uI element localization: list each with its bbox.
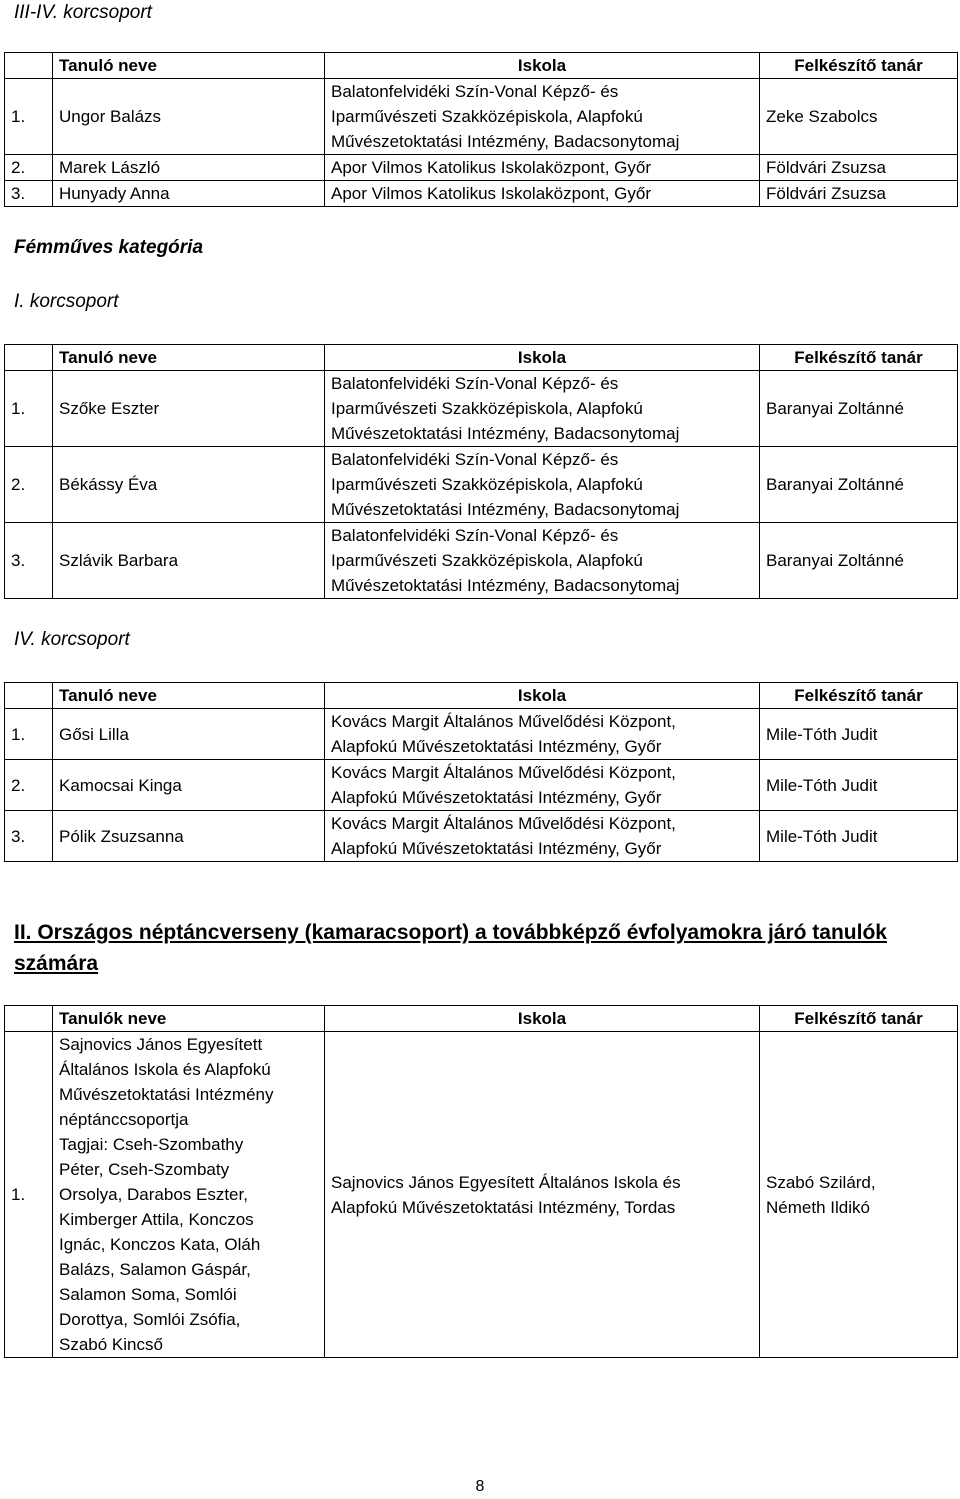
results-table-group-1 xyxy=(4,344,958,599)
table-row xyxy=(5,523,958,599)
row-number: 1. xyxy=(5,371,53,447)
student-name: Ungor Balázs xyxy=(53,79,325,155)
results-table-folk-dance xyxy=(4,1005,958,1358)
header-name: Tanuló neve xyxy=(53,53,325,79)
table-row xyxy=(5,181,958,207)
header-teacher: Felkészítő tanár xyxy=(760,683,958,709)
header-school: Iskola xyxy=(325,683,760,709)
results-table-group-3-4 xyxy=(4,52,958,207)
row-number: 3. xyxy=(5,523,53,599)
school-name: Apor Vilmos Katolikus Iskolaközpont, Győr xyxy=(325,181,760,207)
student-name: Marek László xyxy=(53,155,325,181)
header-school: Iskola xyxy=(325,53,760,79)
school-name: Apor Vilmos Katolikus Iskolaközpont, Győr xyxy=(325,155,760,181)
header-school: Iskola xyxy=(325,1006,760,1032)
teacher-name: Zeke Szabolcs xyxy=(760,79,958,155)
table-header-row xyxy=(5,683,958,709)
header-name: Tanuló neve xyxy=(53,345,325,371)
teacher-name: Baranyai Zoltánné xyxy=(760,371,958,447)
results-table-group-4 xyxy=(4,682,958,862)
table-row xyxy=(5,155,958,181)
student-name: Pólik Zsuzsanna xyxy=(53,811,325,862)
table-header-row xyxy=(5,345,958,371)
table-row xyxy=(5,1032,958,1358)
teacher-name: Földvári Zsuzsa xyxy=(760,181,958,207)
table-header-row xyxy=(5,1006,958,1032)
row-number: 2. xyxy=(5,760,53,811)
table-row xyxy=(5,447,958,523)
heading-age-group-1: I. korcsoport xyxy=(14,291,119,312)
header-teacher: Felkészítő tanár xyxy=(760,53,958,79)
teacher-name: Földvári Zsuzsa xyxy=(760,155,958,181)
row-number: 1. xyxy=(5,709,53,760)
header-name: Tanuló neve xyxy=(53,683,325,709)
teacher-name: Mile-Tóth Judit xyxy=(760,709,958,760)
school-name: Sajnovics János Egyesített Általános Iskola és Alapfokú Művészetoktatási Intézmény, Tordas xyxy=(325,1032,760,1358)
student-name: Békássy Éva xyxy=(53,447,325,523)
category-heading: Fémműves kategória xyxy=(14,237,204,258)
row-number: 3. xyxy=(5,181,53,207)
student-name: Gősi Lilla xyxy=(53,709,325,760)
section-title-folk-dance: II. Országos néptáncverseny (kamaracsoport) a továbbképző évfolyamokra járó tanulók számára xyxy=(14,921,887,975)
table-row xyxy=(5,760,958,811)
school-name: Kovács Margit Általános Művelődési Központ, Alapfokú Művészetoktatási Intézmény, Győr xyxy=(325,709,760,760)
school-name: Balatonfelvidéki Szín-Vonal Képző- és Iparművészeti Szakközépiskola, Alapfokú Művészetoktatási Intézmény, Badacsonytomaj xyxy=(325,523,760,599)
row-number: 1. xyxy=(5,79,53,155)
table-header-row xyxy=(5,53,958,79)
header-school: Iskola xyxy=(325,345,760,371)
group-members: Sajnovics János Egyesített Általános Iskola és Alapfokú Művészetoktatási Intézmény néptánccsoportja Tagjai: Cseh-Szombathy Péter, Cseh-Szombaty Orsolya, Darabos Eszter, Kimberger Attila, Konczos Ignác, Konczos Kata, Oláh Balázs, Salamon Gáspár, Salamon Soma, Somlói Dorottya, Somlói Zsófia, Szabó Kincső xyxy=(53,1032,325,1358)
header-teacher: Felkészítő tanár xyxy=(760,345,958,371)
row-number: 1. xyxy=(5,1032,53,1358)
heading-age-group-4: IV. korcsoport xyxy=(14,629,130,650)
school-name: Balatonfelvidéki Szín-Vonal Képző- és Iparművészeti Szakközépiskola, Alapfokú Művészetoktatási Intézmény, Badacsonytomaj xyxy=(325,447,760,523)
table-row xyxy=(5,371,958,447)
heading-age-group-3-4: III-IV. korcsoport xyxy=(14,2,152,23)
table-row xyxy=(5,709,958,760)
school-name: Kovács Margit Általános Művelődési Központ, Alapfokú Művészetoktatási Intézmény, Győr xyxy=(325,811,760,862)
header-teacher: Felkészítő tanár xyxy=(760,1006,958,1032)
teacher-name: Szabó Szilárd, Németh Ildikó xyxy=(760,1032,958,1358)
row-number: 3. xyxy=(5,811,53,862)
student-name: Szőke Eszter xyxy=(53,371,325,447)
teacher-name: Baranyai Zoltánné xyxy=(760,523,958,599)
teacher-name: Mile-Tóth Judit xyxy=(760,760,958,811)
table-row xyxy=(5,811,958,862)
student-name: Szlávik Barbara xyxy=(53,523,325,599)
teacher-name: Baranyai Zoltánné xyxy=(760,447,958,523)
table-row xyxy=(5,79,958,155)
student-name: Kamocsai Kinga xyxy=(53,760,325,811)
row-number: 2. xyxy=(5,447,53,523)
school-name: Kovács Margit Általános Művelődési Központ, Alapfokú Művészetoktatási Intézmény, Győr xyxy=(325,760,760,811)
student-name: Hunyady Anna xyxy=(53,181,325,207)
header-name: Tanulók neve xyxy=(53,1006,325,1032)
row-number: 2. xyxy=(5,155,53,181)
page-number: 8 xyxy=(475,1478,485,1495)
school-name: Balatonfelvidéki Szín-Vonal Képző- és Iparművészeti Szakközépiskola, Alapfokú Művészetoktatási Intézmény, Badacsonytomaj xyxy=(325,79,760,155)
teacher-name: Mile-Tóth Judit xyxy=(760,811,958,862)
school-name: Balatonfelvidéki Szín-Vonal Képző- és Iparművészeti Szakközépiskola, Alapfokú Művészetoktatási Intézmény, Badacsonytomaj xyxy=(325,371,760,447)
